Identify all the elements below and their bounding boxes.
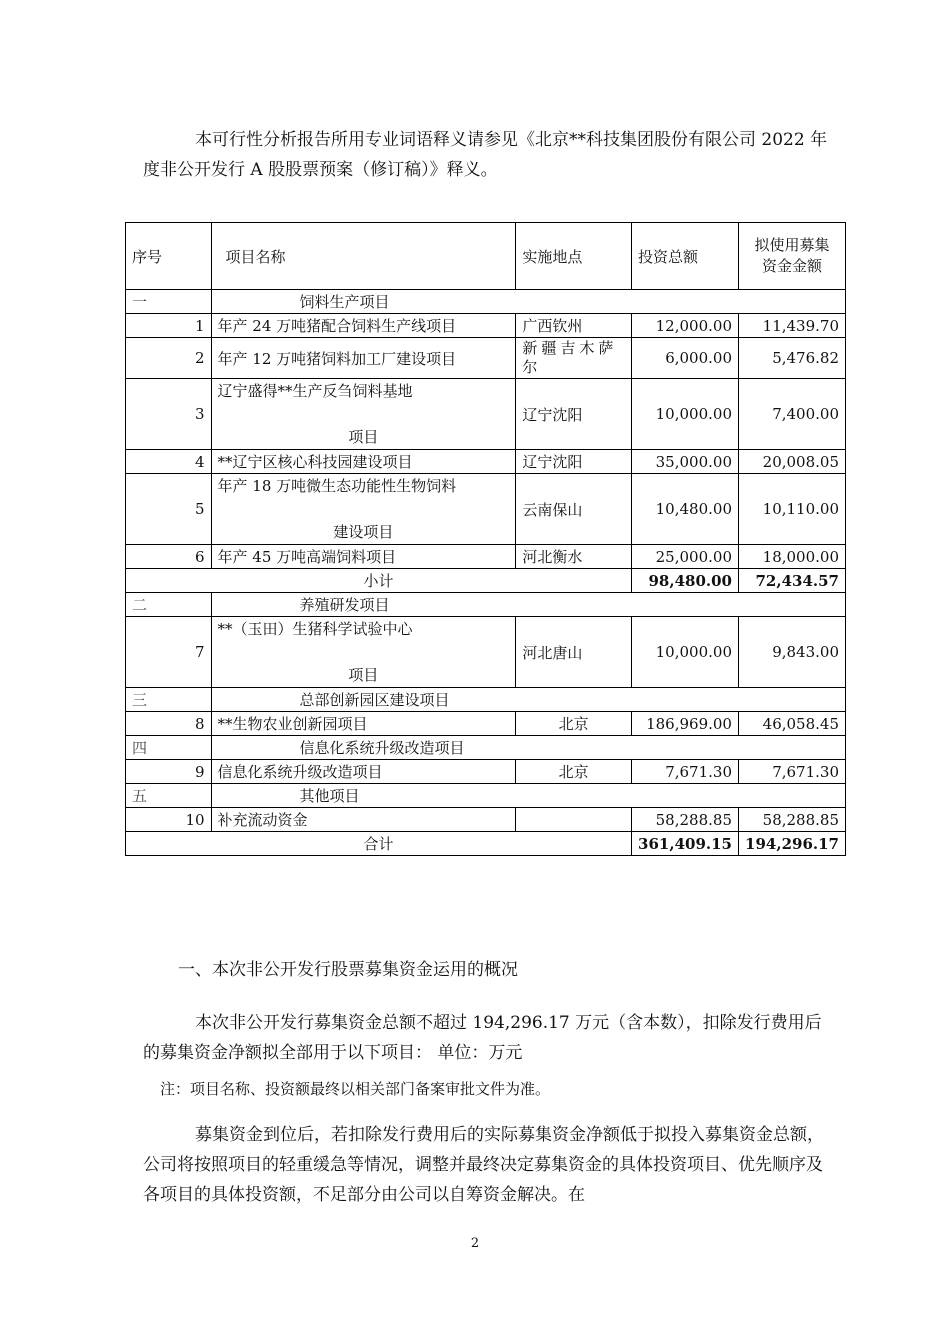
row-location: 新疆吉木萨尔 (516, 338, 632, 379)
row-location: 辽宁沈阳 (516, 379, 632, 450)
allocation-paragraph: 募集资金到位后，若扣除发行费用后的实际募集资金净额低于拟投入募集资金总额，公司将按照项目的轻重缓急等情况，调整并最终决定募集资金的具体投资项目、优先顺序及各项目的具体投资额，不足部分由公司以自筹资金解决。在 (143, 1125, 824, 1205)
subtotal-label: 小计 (126, 569, 632, 593)
table-header-row (126, 223, 846, 290)
table-row (126, 808, 846, 832)
row-use: 9,843.00 (738, 617, 845, 688)
row-location: 广西钦州 (516, 314, 632, 338)
header-location: 实施地点 (516, 223, 632, 290)
total-label: 合计 (126, 832, 632, 856)
category-no: 五 (126, 784, 212, 808)
row-name: 年产 24 万吨猪配合饲料生产线项目 (211, 314, 516, 338)
row-name: **（玉田）生猪科学试验中心 项目 (211, 617, 516, 688)
row-location (516, 808, 632, 832)
row-investment: 10,480.00 (632, 474, 739, 545)
subtotal-use: 72,434.57 (738, 569, 845, 593)
category-row (126, 784, 846, 808)
row-name: **辽宁区核心科技园建设项目 (211, 450, 516, 474)
header-investment: 投资总额 (632, 223, 739, 290)
row-investment: 25,000.00 (632, 545, 739, 569)
subtotal-row (126, 569, 846, 593)
row-use: 5,476.82 (738, 338, 845, 379)
category-row (126, 736, 846, 760)
row-no: 6 (126, 545, 212, 569)
table-row (126, 314, 846, 338)
category-no: 二 (126, 593, 212, 617)
row-name: **生物农业创新园项目 (211, 712, 516, 736)
row-name: 补充流动资金 (211, 808, 516, 832)
header-use: 拟使用募集 资金金额 (738, 223, 845, 290)
table-row (126, 545, 846, 569)
row-location: 河北唐山 (516, 617, 632, 688)
category-name: 饲料生产项目 (211, 290, 845, 314)
row-use: 11,439.70 (738, 314, 845, 338)
project-table (125, 222, 846, 856)
row-no: 1 (126, 314, 212, 338)
row-no: 5 (126, 474, 212, 545)
row-no: 4 (126, 450, 212, 474)
row-location: 云南保山 (516, 474, 632, 545)
row-use: 20,008.05 (738, 450, 845, 474)
row-no: 8 (126, 712, 212, 736)
table-row (126, 450, 846, 474)
row-location: 河北衡水 (516, 545, 632, 569)
row-investment: 6,000.00 (632, 338, 739, 379)
row-investment: 10,000.00 (632, 617, 739, 688)
row-investment: 7,671.30 (632, 760, 739, 784)
total-row (126, 832, 846, 856)
section-heading: 一、本次非公开发行股票募集资金运用的概况 (178, 960, 518, 980)
row-name: 辽宁盛得**生产反刍饲料基地 项目 (211, 379, 516, 450)
row-investment: 186,969.00 (632, 712, 739, 736)
row-location: 辽宁沈阳 (516, 450, 632, 474)
header-no: 序号 (126, 223, 212, 290)
table-note: 注：项目名称、投资额最终以相关部门备案审批文件为准。 (160, 1080, 551, 1098)
row-location: 北京 (516, 712, 632, 736)
row-no: 10 (126, 808, 212, 832)
intro-paragraph: 本可行性分析报告所用专业词语释义请参见《北京**科技集团股份有限公司 2022 年度非公开发行 A 股股票预案（修订稿）》释义。 (143, 130, 828, 180)
row-no: 9 (126, 760, 212, 784)
category-row (126, 688, 846, 712)
total-use: 194,296.17 (738, 832, 845, 856)
row-investment: 10,000.00 (632, 379, 739, 450)
category-name: 其他项目 (211, 784, 845, 808)
header-name: 项目名称 (211, 223, 516, 290)
category-no: 四 (126, 736, 212, 760)
category-no: 三 (126, 688, 212, 712)
table-row (126, 379, 846, 450)
row-name: 年产 18 万吨微生态功能性生物饲料 建设项目 (211, 474, 516, 545)
row-name: 信息化系统升级改造项目 (211, 760, 516, 784)
table-row (126, 474, 846, 545)
row-location: 北京 (516, 760, 632, 784)
row-name: 年产 45 万吨高端饲料项目 (211, 545, 516, 569)
row-use: 58,288.85 (738, 808, 845, 832)
row-use: 7,400.00 (738, 379, 845, 450)
row-use: 7,671.30 (738, 760, 845, 784)
row-use: 46,058.45 (738, 712, 845, 736)
row-no: 7 (126, 617, 212, 688)
category-name: 养殖研发项目 (211, 593, 845, 617)
category-row (126, 290, 846, 314)
table-row (126, 617, 846, 688)
table-row (126, 760, 846, 784)
category-name: 总部创新园区建设项目 (211, 688, 845, 712)
subtotal-investment: 98,480.00 (632, 569, 739, 593)
total-investment: 361,409.15 (632, 832, 739, 856)
row-use: 10,110.00 (738, 474, 845, 545)
category-no: 一 (126, 290, 212, 314)
row-no: 2 (126, 338, 212, 379)
category-name: 信息化系统升级改造项目 (211, 736, 845, 760)
category-row (126, 593, 846, 617)
row-investment: 58,288.85 (632, 808, 739, 832)
table-row (126, 712, 846, 736)
row-investment: 12,000.00 (632, 314, 739, 338)
fund-paragraph: 本次非公开发行募集资金总额不超过 194,296.17 万元（含本数），扣除发行费用后的募集资金净额拟全部用于以下项目： 单位：万元 (143, 1013, 822, 1063)
row-use: 18,000.00 (738, 545, 845, 569)
row-no: 3 (126, 379, 212, 450)
page-number: 2 (470, 1236, 480, 1251)
row-name: 年产 12 万吨猪饲料加工厂建设项目 (211, 338, 516, 379)
table-row (126, 338, 846, 379)
row-investment: 35,000.00 (632, 450, 739, 474)
